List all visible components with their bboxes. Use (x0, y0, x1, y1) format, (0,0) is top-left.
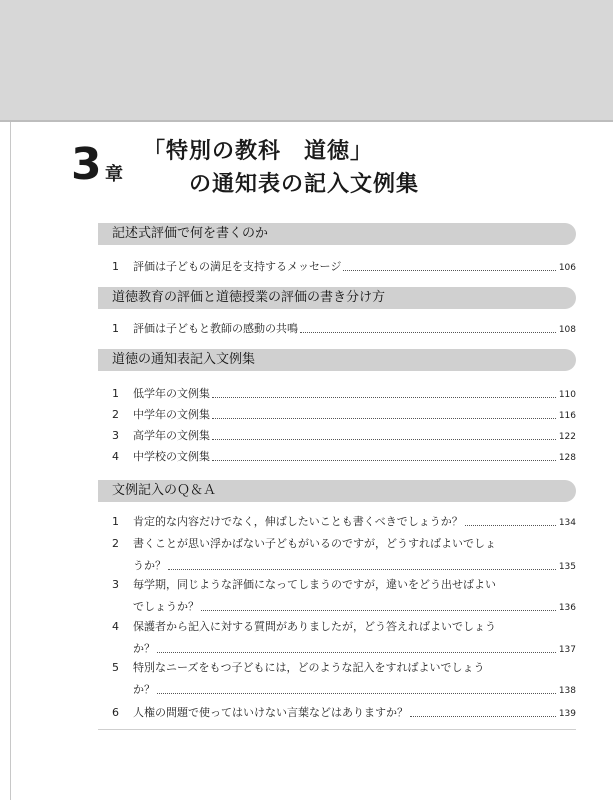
leader-dots (343, 270, 555, 271)
entry-number: 2 (112, 537, 119, 550)
chapter-heading (71, 138, 591, 208)
section-header-2 (98, 287, 576, 309)
chapter-title-line2: の通知表の記入文例集 (189, 172, 420, 197)
leader-dots (201, 610, 556, 611)
section-title: 道徳教育の評価と道徳授業の評価の書き分け方 (112, 290, 386, 305)
entry-text-continued: か？ (133, 683, 155, 696)
entry-number: 4 (112, 450, 119, 463)
section-title: 文例記入のＱ＆Ａ (112, 483, 217, 498)
toc-entry[interactable] (98, 259, 576, 275)
entry-text: 低学年の文例集 (133, 387, 210, 400)
entry-text: 特別なニーズをもつ子どもには，どのような記入をすればよいでしょう (133, 661, 485, 674)
entry-page: 110 (558, 390, 576, 400)
entry-number: 3 (112, 429, 119, 442)
toc-entry[interactable] (98, 386, 576, 402)
entry-page: 106 (558, 263, 576, 273)
entry-text: 保護者から記入に対する質問がありましたが，どう答えればよいでしょう (133, 620, 496, 633)
leader-dots (410, 716, 556, 717)
entry-text: 中学年の文例集 (133, 408, 210, 421)
section-title: 道徳の通知表記入文例集 (112, 352, 256, 367)
toc-entry[interactable] (98, 321, 576, 337)
entry-page: 139 (558, 709, 576, 719)
entry-text: 書くことが思い浮かばない子どもがいるのですが，どうすればよいでしょ (133, 537, 496, 550)
entry-number: 1 (112, 322, 119, 335)
toc-entry[interactable] (98, 407, 576, 423)
entry-page: 116 (558, 411, 576, 421)
toc-entry[interactable] (98, 660, 576, 698)
entry-page: 122 (558, 432, 576, 442)
toc-entry[interactable] (98, 619, 576, 657)
section-header-3 (98, 349, 576, 371)
entry-text-continued: うか？ (133, 559, 166, 572)
leader-dots (212, 439, 556, 440)
section-header-4 (98, 480, 576, 502)
entry-text: 中学校の文例集 (133, 450, 210, 463)
entry-text: 毎学期，同じような評価になってしまうのですが，違いをどう出せばよい (133, 578, 496, 591)
entry-number: 4 (112, 620, 119, 633)
entry-page: 135 (558, 562, 576, 572)
chapter-title-line1: 「特別の教科 道徳」 (143, 139, 374, 164)
toc-entry[interactable] (98, 514, 576, 530)
page-edge-rule (10, 122, 11, 800)
toc-entry[interactable] (98, 449, 576, 465)
entry-number: 3 (112, 578, 119, 591)
entry-text: 評価は子どもの満足を支持するメッセージ (133, 260, 342, 273)
section-header-1 (98, 223, 576, 245)
entry-number: 1 (112, 260, 119, 273)
section-bottom-divider (98, 729, 576, 730)
entry-text: 評価は子どもと教師の感動の共鳴 (133, 322, 298, 335)
leader-dots (212, 460, 556, 461)
leader-dots (157, 693, 556, 694)
header-band (0, 0, 613, 122)
entry-number: 1 (112, 387, 119, 400)
entry-text-continued: でしょうか？ (133, 600, 199, 613)
chapter-suffix: 章 (105, 164, 123, 185)
toc-entry[interactable] (98, 428, 576, 444)
toc-entry[interactable] (98, 705, 576, 721)
section-title: 記述式評価で何を書くのか (112, 226, 269, 241)
chapter-number: 3 (71, 139, 102, 190)
entry-page: 128 (558, 453, 576, 463)
leader-dots (168, 569, 556, 570)
entry-text: 人権の問題で使ってはいけない言葉などはありますか？ (133, 706, 408, 719)
leader-dots (212, 397, 556, 398)
entry-page: 136 (558, 603, 576, 613)
entry-page: 108 (558, 325, 576, 335)
entry-text-continued: か？ (133, 642, 155, 655)
leader-dots (465, 525, 556, 526)
entry-page: 134 (558, 518, 576, 528)
toc-entry[interactable] (98, 577, 576, 615)
entry-page: 138 (558, 686, 576, 696)
leader-dots (300, 332, 556, 333)
entry-number: 6 (112, 706, 119, 719)
entry-text: 高学年の文例集 (133, 429, 210, 442)
entry-number: 2 (112, 408, 119, 421)
leader-dots (212, 418, 556, 419)
toc-entry[interactable] (98, 536, 576, 574)
entry-number: 5 (112, 661, 119, 674)
leader-dots (157, 652, 556, 653)
entry-number: 1 (112, 515, 119, 528)
entry-page: 137 (558, 645, 576, 655)
entry-text: 肯定的な内容だけでなく，伸ばしたいことも書くべきでしょうか？ (133, 515, 463, 528)
